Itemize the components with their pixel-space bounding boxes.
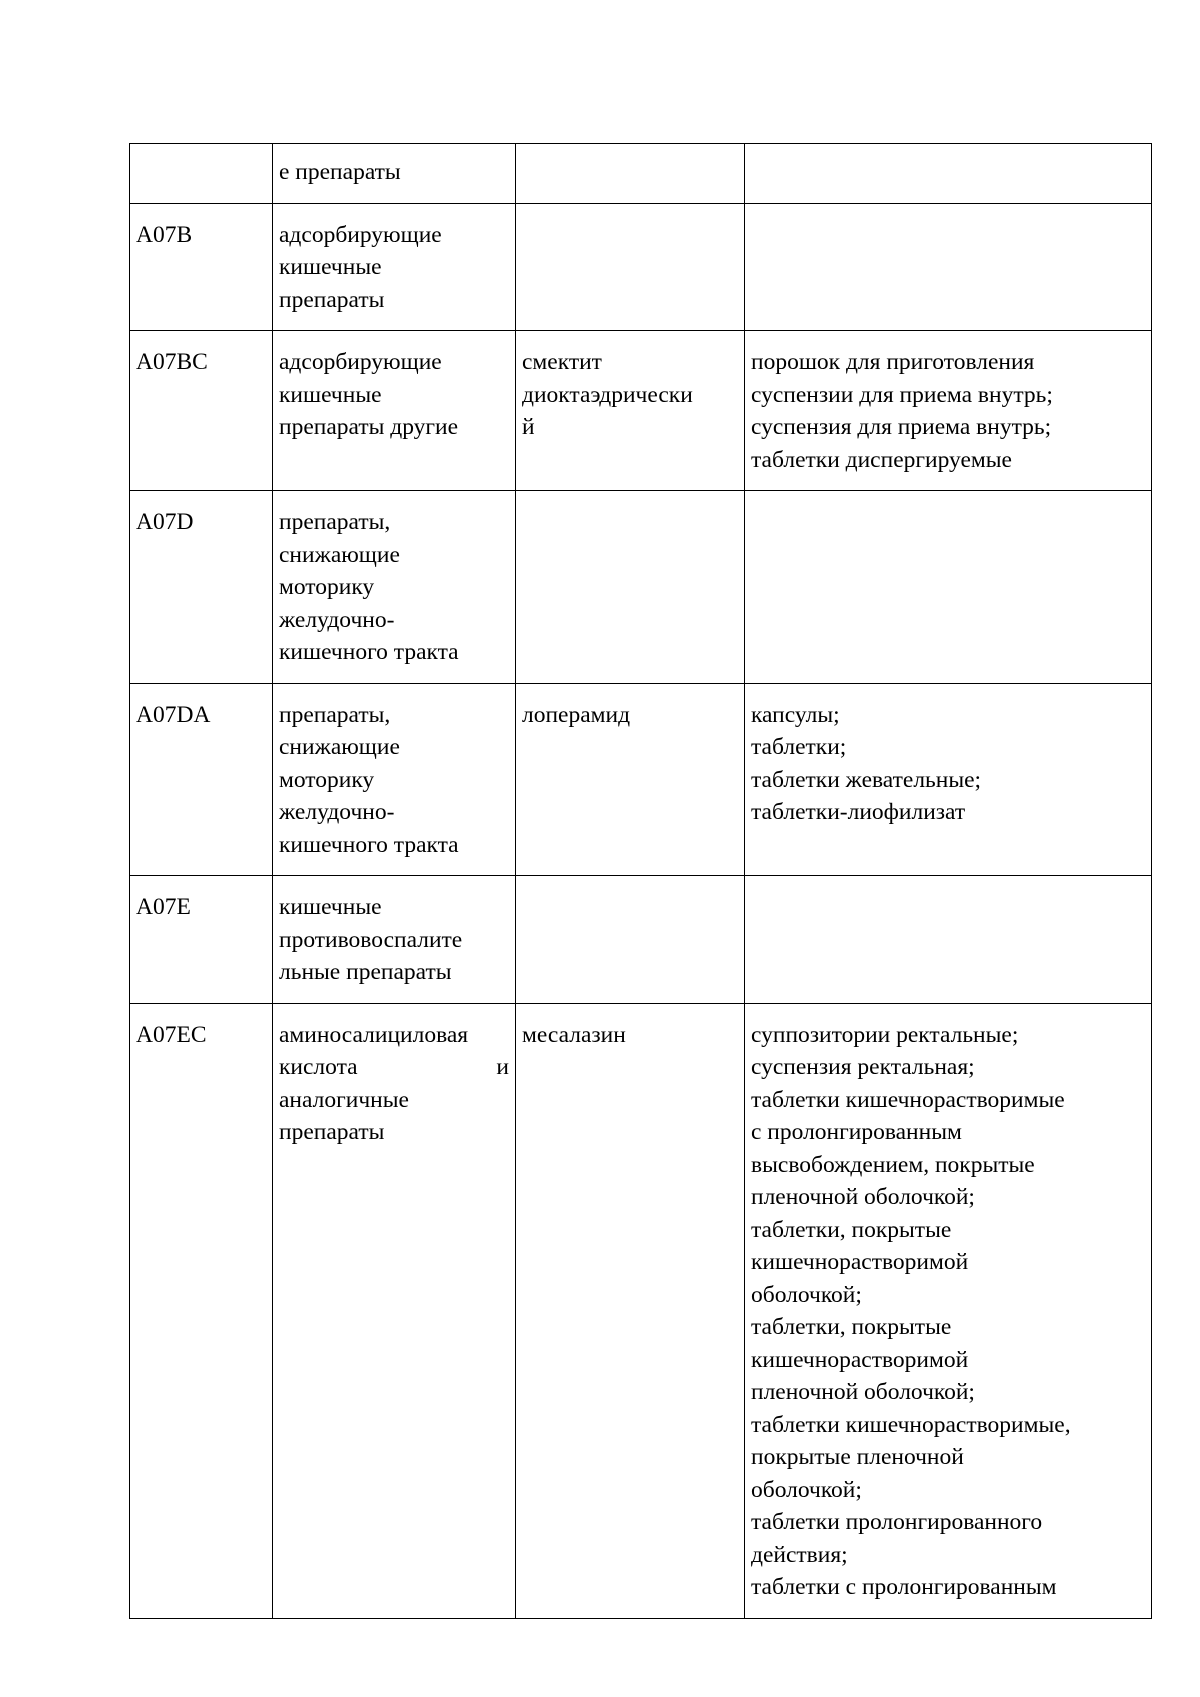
group-name-line: аминосалициловая <box>279 1021 469 1048</box>
group-name-cell <box>273 1003 516 1618</box>
table-row <box>130 1003 1152 1618</box>
atc-code-cell: A07D <box>130 491 273 684</box>
group-name-cell: адсорбирующие кишечные препараты <box>273 203 516 331</box>
group-name-cell: препараты, снижающие моторику желудочно- кишечного тракта <box>273 491 516 684</box>
group-name-cell: кишечные противовоспалите льные препараты <box>273 876 516 1004</box>
dosage-forms-cell <box>745 491 1152 684</box>
drug-name-cell: лоперамид <box>516 683 745 876</box>
atc-code-cell: A07B <box>130 203 273 331</box>
group-name-cell: препараты, снижающие моторику желудочно- кишечного тракта <box>273 683 516 876</box>
table-row <box>130 203 1152 331</box>
table-row <box>130 876 1152 1004</box>
table-row <box>130 331 1152 491</box>
group-name-justified-line: кислота и <box>279 1054 509 1080</box>
drug-name-cell <box>516 203 745 331</box>
dosage-forms-cell <box>745 144 1152 204</box>
drug-name-cell <box>516 144 745 204</box>
table-row <box>130 144 1152 204</box>
atc-code-cell: A07DA <box>130 683 273 876</box>
dosage-forms-cell <box>745 876 1152 1004</box>
atc-code-cell: A07EC <box>130 1003 273 1618</box>
drug-name-cell: месалазин <box>516 1003 745 1618</box>
dosage-forms-cell: капсулы; таблетки; таблетки жевательные; таблетки-лиофилизат <box>745 683 1152 876</box>
dosage-forms-cell: порошок для приготовления суспензии для приема внутрь; суспензия для приема внутрь; таблетки диспергируемые <box>745 331 1152 491</box>
drug-classification-table <box>129 143 1152 1619</box>
table-row <box>130 491 1152 684</box>
group-name-cell: е препараты <box>273 144 516 204</box>
drug-name-cell <box>516 876 745 1004</box>
atc-code-cell: A07BC <box>130 331 273 491</box>
dosage-forms-cell: суппозитории ректальные; суспензия ректальная; таблетки кишечнорастворимые с пролонгированным высвобождением, покрытые пленочной оболочкой; таблетки, покрытые кишечнорастворимой оболочкой; таблетки, покрытые кишечнорастворимой пленочной оболочкой; таблетки кишечнорастворимые, покрытые пленочной оболочкой; таблетки пролонгированного действия; таблетки с пролонгированным <box>745 1003 1152 1618</box>
atc-code-cell: A07E <box>130 876 273 1004</box>
atc-code-cell <box>130 144 273 204</box>
group-name-cell: адсорбирующие кишечные препараты другие <box>273 331 516 491</box>
table-row <box>130 683 1152 876</box>
drug-name-cell: смектит диоктаэдрически й <box>516 331 745 491</box>
group-name-rest: аналогичные препараты <box>279 1086 409 1145</box>
dosage-forms-cell <box>745 203 1152 331</box>
drug-name-cell <box>516 491 745 684</box>
